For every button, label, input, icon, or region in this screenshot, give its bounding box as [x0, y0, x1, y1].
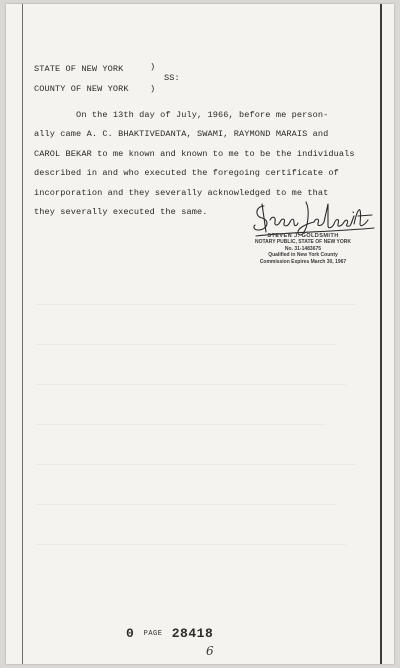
- notary-stamp: [228, 233, 378, 265]
- document-page: [6, 4, 394, 664]
- file-prefix: 0: [126, 626, 135, 641]
- acknowledgment-line: they severally executed the same.: [34, 207, 208, 218]
- acknowledgment-line: described in and who executed the foregoing certificate of: [34, 168, 339, 179]
- acknowledgment-line: incorporation and they severally acknowledged to me that: [34, 187, 329, 198]
- acknowledgment-line: ally came A. C. BHAKTIVEDANTA, SWAMI, RAYMOND MARAIS and: [34, 129, 329, 140]
- scan-artifact: [36, 464, 356, 465]
- left-margin-rule: [22, 4, 23, 664]
- file-number: 28418: [171, 626, 214, 641]
- acknowledgment-line: CAROL BEKAR to me known and known to me to be the individuals: [34, 148, 355, 159]
- notary-number: No. 31-1483675: [284, 245, 322, 252]
- file-number-stamp: [126, 626, 213, 641]
- right-margin-rule: [380, 4, 382, 664]
- scan-artifact: [36, 544, 346, 545]
- scan-artifact: [36, 344, 336, 345]
- scan-artifact: [36, 304, 356, 305]
- file-mid: PAGE: [143, 630, 163, 638]
- venue-ss: SS:: [164, 73, 180, 83]
- notary-title: NOTARY PUBLIC, STATE OF NEW YORK: [254, 239, 352, 246]
- notary-name: STEVEN J. GOLDSMITH: [267, 233, 339, 239]
- notary-expires: Commission Expires March 30, 1967: [259, 258, 347, 265]
- handwritten-page-number: 6: [206, 644, 214, 658]
- venue-paren-bottom: ): [150, 84, 156, 94]
- scan-artifact: [36, 384, 346, 385]
- venue-paren-top: ): [150, 62, 156, 72]
- venue-county: COUNTY OF NEW YORK: [34, 84, 129, 94]
- acknowledgment-line: On the 13th day of July, 1966, before me person-: [34, 110, 329, 120]
- notary-qualified: Qualified in New York County: [268, 252, 338, 259]
- scan-artifact: [36, 424, 326, 425]
- scan-artifact: [36, 504, 336, 505]
- venue-state: STATE OF NEW YORK: [34, 64, 124, 74]
